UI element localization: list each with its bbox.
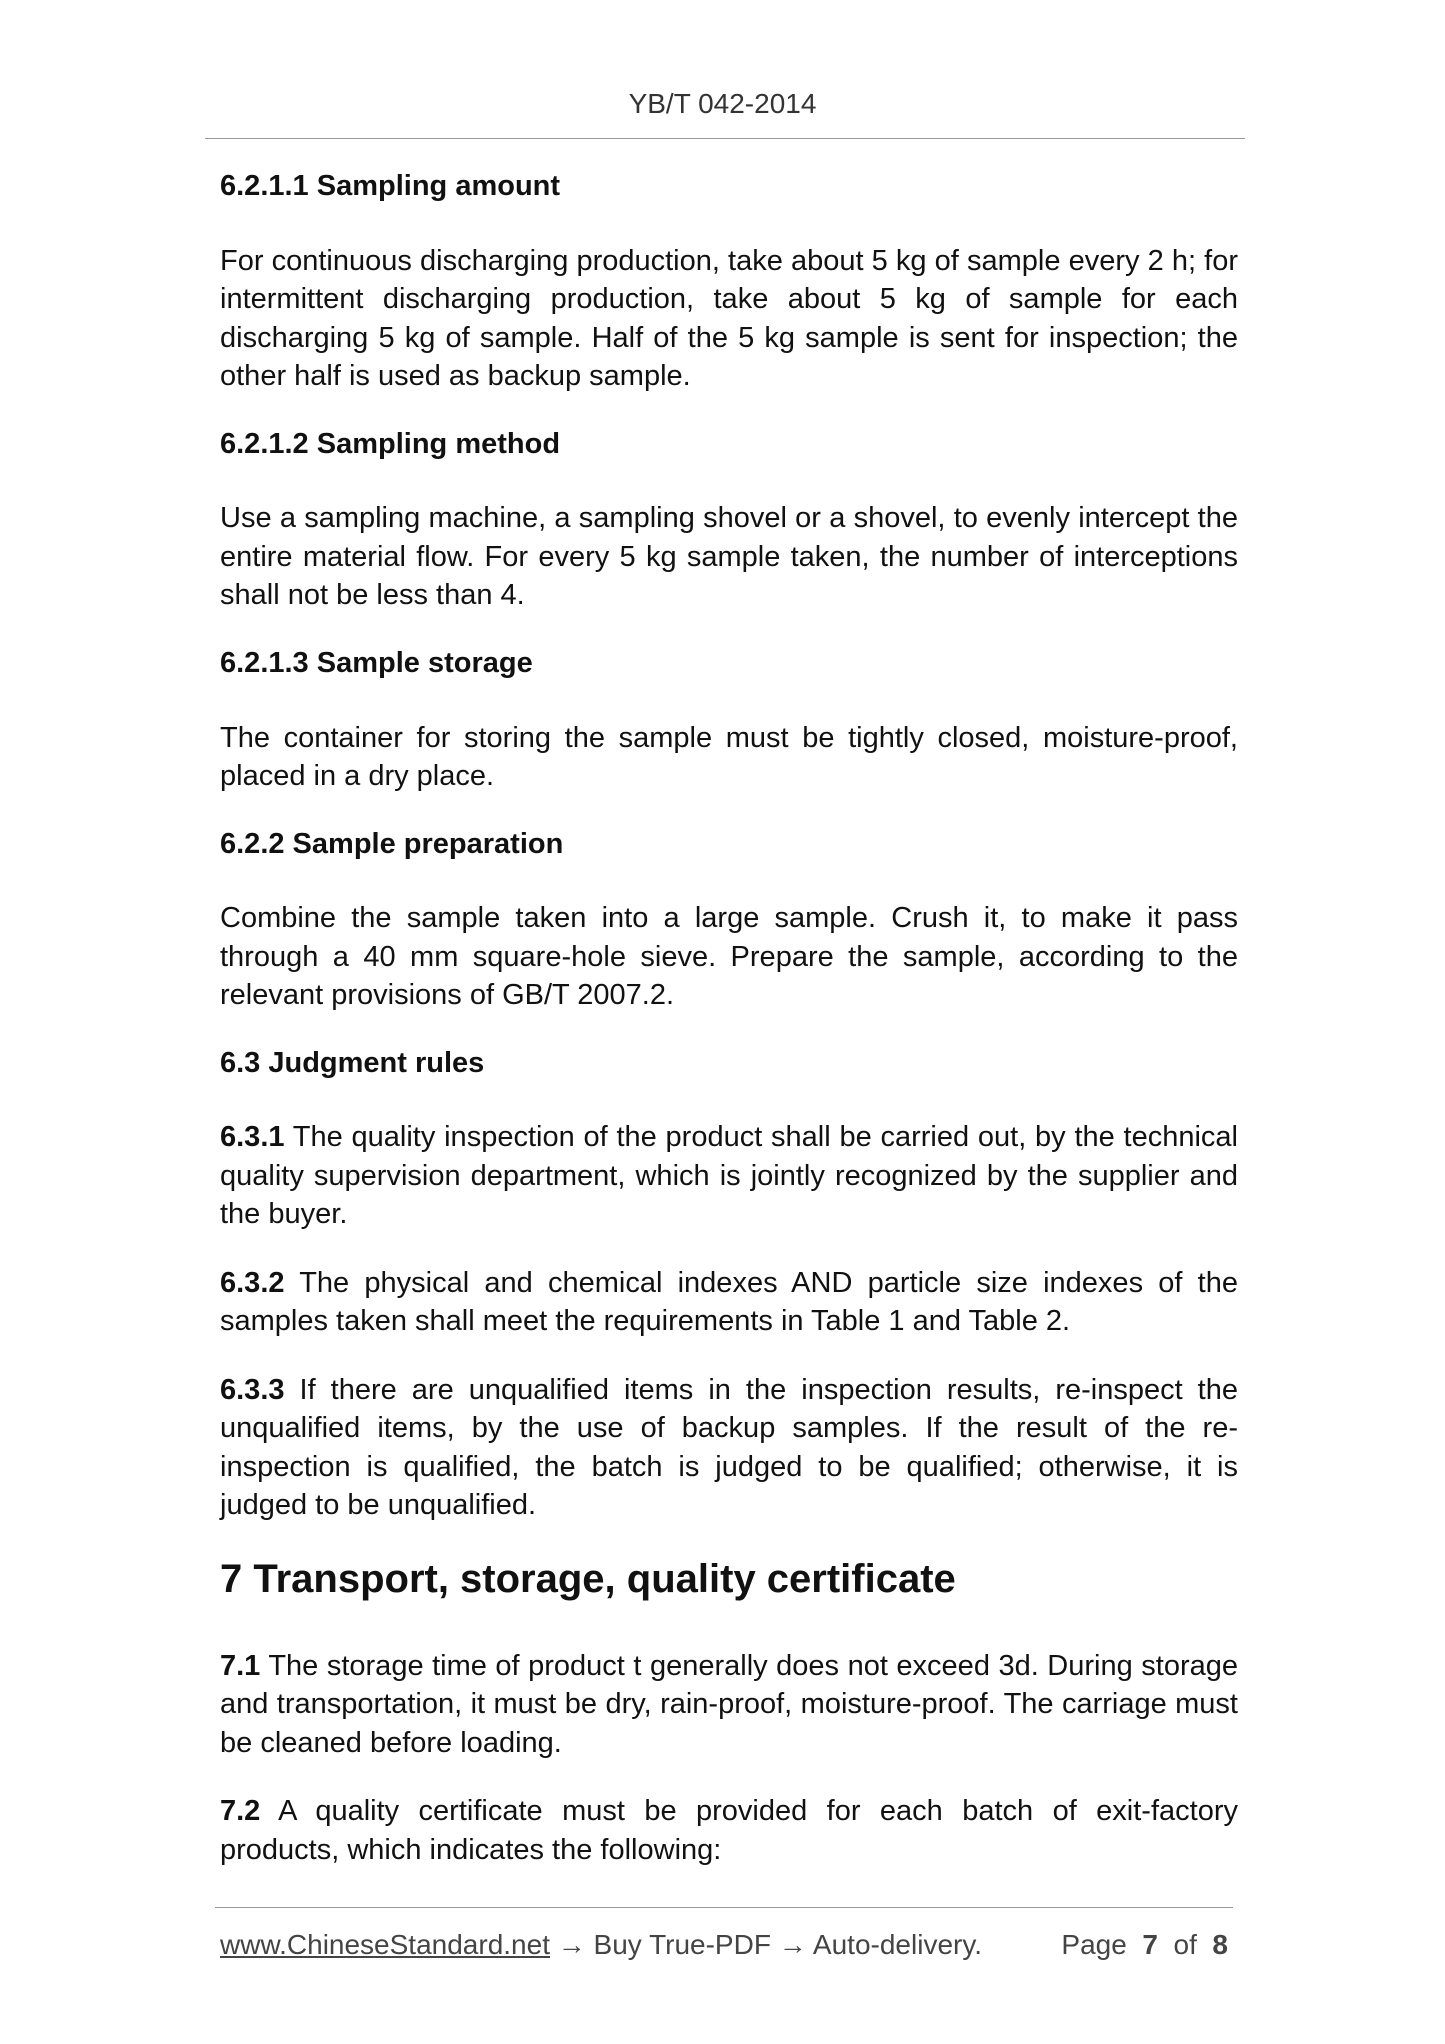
chinesestandard-link[interactable]: www.ChineseStandard.net xyxy=(220,1929,550,1960)
clause-number: 6.3.1 xyxy=(220,1121,285,1154)
page-number xyxy=(1061,1929,1228,1961)
clause-6-3-1 xyxy=(220,1118,1238,1234)
clause-text: The storage time of product t generally does not exceed 3d. During storage and transportation, it must be dry, rain-proof, moisture-proof. The carriage must be cleaned before loading. xyxy=(220,1649,1238,1759)
heading-6-3: 6.3 Judgment rules xyxy=(220,1046,485,1079)
document-code-header: YB/T 042-2014 xyxy=(628,88,817,119)
page-label: Page xyxy=(1061,1929,1127,1960)
clause-6-3-2 xyxy=(220,1264,1238,1341)
clause-number: 6.3.2 xyxy=(220,1266,285,1299)
total-pages: 8 xyxy=(1212,1929,1228,1960)
heading-section-7: 7 Transport, storage, quality certificate xyxy=(220,1556,956,1601)
heading-6-2-1-2: 6.2.1.2 Sampling method xyxy=(220,427,561,460)
footer-promo xyxy=(220,1929,982,1961)
footer-tagline: → Buy True-PDF → Auto-delivery. xyxy=(549,1929,983,1960)
heading-6-2-1-1: 6.2.1.1 Sampling amount xyxy=(220,170,561,202)
clause-number: 7.1 xyxy=(220,1649,261,1682)
clause-text: A quality certificate must be provided for each batch of exit-factory products, which indicates the following: xyxy=(220,1795,1238,1866)
clause-7-1 xyxy=(220,1647,1238,1763)
clause-number: 6.3.3 xyxy=(220,1373,285,1406)
paragraph-sample-storage: The container for storing the sample must be tightly closed, moisture-proof, placed in a dry place. xyxy=(220,721,1238,793)
paragraph-sample-preparation: Combine the sample taken into a large sample. Crush it, to make it pass through a 40 mm square-hole sieve. Prepare the sample, according to the relevant provisions of GB/T 2007.2. xyxy=(220,902,1238,1012)
clause-text: The quality inspection of the product shall be carried out, by the technical quality supervision department, which is jointly recognized by the supplier and the buyer. xyxy=(220,1121,1238,1231)
heading-6-2-2: 6.2.2 Sample preparation xyxy=(220,827,564,860)
page-body xyxy=(220,168,1238,1899)
paragraph-sampling-amount: For continuous discharging production, take about 5 kg of sample every 2 h; for intermittent discharging production, take about 5 kg of sample for each discharging 5 kg of sample. Half of the 5 kg sample is sent for inspection; the other half is used as backup sample. xyxy=(220,244,1238,393)
clause-text: The physical and chemical indexes AND particle size indexes of the samples taken shall meet the requirements in Table 1 and Table 2. xyxy=(220,1266,1238,1338)
paragraph-sampling-method: Use a sampling machine, a sampling shovel or a shovel, to evenly intercept the entire material flow. For every 5 kg sample taken, the number of interceptions shall not be less than 4. xyxy=(220,502,1238,612)
of-label: of xyxy=(1173,1929,1197,1960)
clause-7-2 xyxy=(220,1792,1238,1869)
clause-6-3-3 xyxy=(220,1371,1238,1525)
header-divider xyxy=(205,138,1245,139)
heading-6-2-1-3: 6.2.1.3 Sample storage xyxy=(220,646,533,679)
current-page: 7 xyxy=(1142,1929,1158,1960)
clause-text: If there are unqualified items in the inspection results, re-inspect the unqualified items, by the use of backup samples. If the result of the re-inspection is qualified, the batch is judged to be qualified; otherwise, it is judged to be unqualified. xyxy=(220,1373,1239,1522)
footer-divider xyxy=(215,1907,1233,1908)
clause-number: 7.2 xyxy=(220,1795,261,1828)
